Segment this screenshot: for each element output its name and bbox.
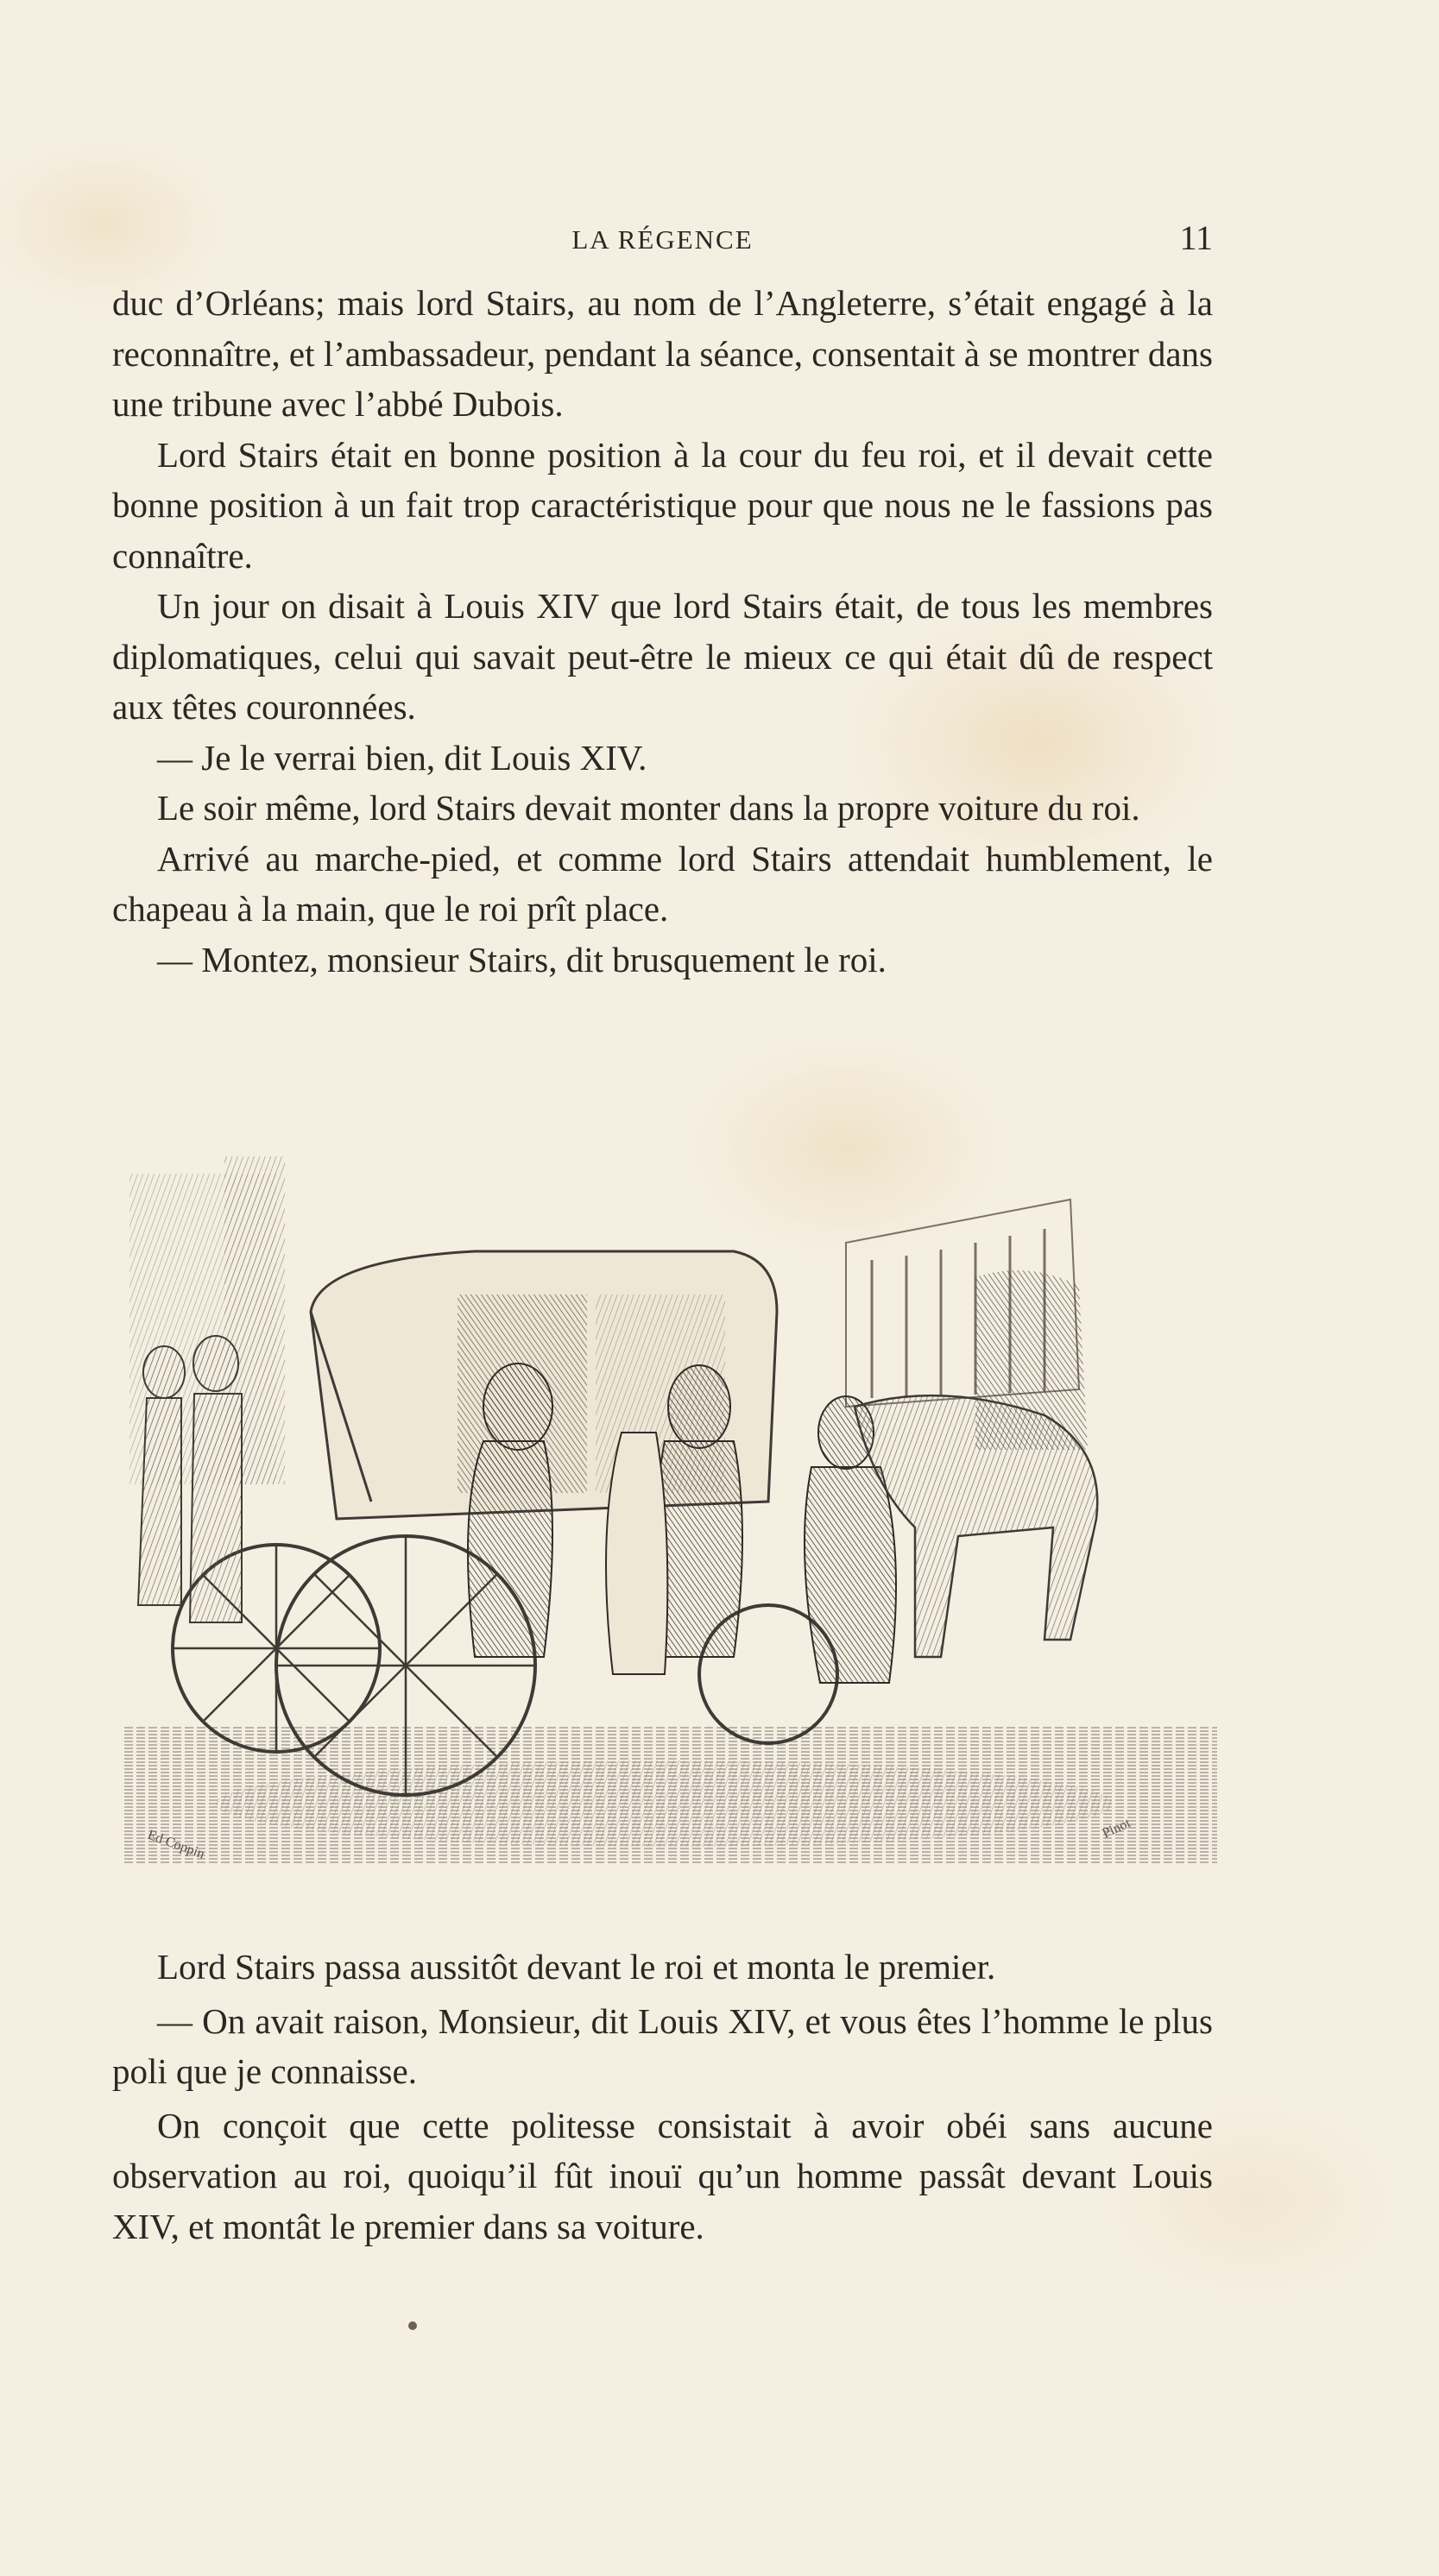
engraving-illustration [112, 1122, 1217, 1873]
paragraph: — On avait raison, Monsieur, dit Louis XIV, et vous êtes l’homme le plus poli que je connaisse. [112, 2000, 1213, 2091]
engraver-signature-left: Ed Coppin [145, 1827, 207, 1862]
paragraph: Lord Stairs passa aussitôt devant le roi et monta le premier. [157, 1947, 996, 1987]
running-head [112, 217, 1213, 261]
text-block-top [112, 278, 1213, 985]
page-number: 11 [1179, 218, 1213, 257]
carriage-scene-engraving [112, 1122, 1217, 1873]
ink-dot [408, 2321, 417, 2330]
paragraph: duc d’Orléans; mais lord Stairs, au nom de l’Angleterre, s’était engagé à la reconnaître, et l’ambassadeur, pendant la séance, consentait à se montrer dans une tribune avec l’abbé Dubois. [112, 283, 1213, 424]
paragraph: — Je le verrai bien, dit Louis XIV. [157, 737, 647, 778]
paragraph: On conçoit que cette politesse consistait à avoir obéi sans aucune observation au roi, quoiqu’il fût inouï qu’un homme passât devant Louis XIV, et montât le premier dans sa voiture. [112, 2105, 1213, 2246]
paragraph: Arrivé au marche-pied, et comme lord Stairs attendait humblement, le chapeau à la main, que le roi prît place. [112, 838, 1213, 929]
paragraph: — Montez, monsieur Stairs, dit brusquement le roi. [157, 939, 887, 979]
paragraph: Un jour on disait à Louis XIV que lord Stairs était, de tous les membres diplomatiques, celui qui savait peut-être le mieux ce qui était dû de respect aux têtes couronnées. [112, 586, 1213, 727]
paragraph: Lord Stairs était en bonne position à la cour du feu roi, et il devait cette bonne position à un fait trop caractéristique pour que nous ne le fassions pas connaître. [112, 434, 1213, 576]
engraver-signature-right: Pinot [1100, 1815, 1133, 1842]
paragraph: Le soir même, lord Stairs devait monter dans la propre voiture du roi. [157, 788, 1140, 828]
running-head-title: LA RÉGENCE [571, 224, 754, 255]
text-block-bottom [112, 1942, 1213, 2255]
